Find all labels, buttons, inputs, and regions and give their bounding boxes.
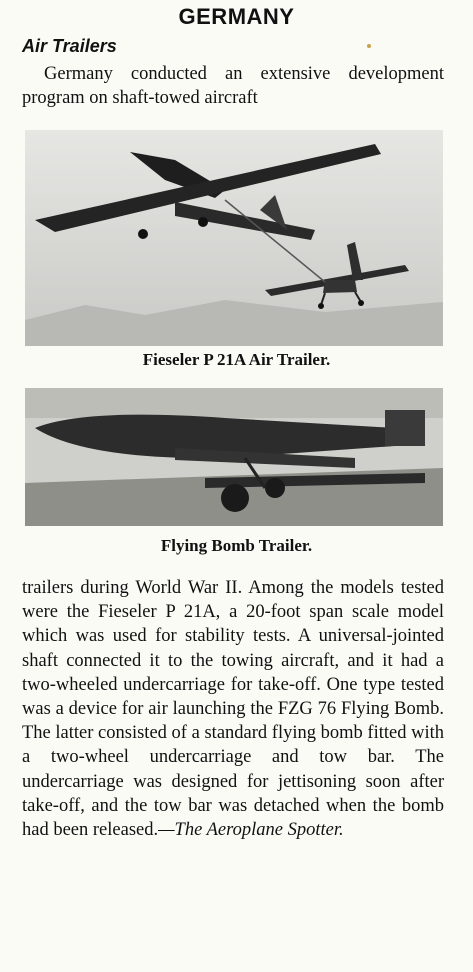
print-speck xyxy=(367,44,371,48)
section-title: GERMANY xyxy=(178,4,295,29)
body-text: trailers during World War II. Among the models tested were the Fieseler P 21A, a 20-foot span scale model which was used for stability tests. A universal-jointed shaft connected it to the towing aircraft, and it had a two-wheeled undercarriage for take-off. One type tested was a device for air launching the FZG 76 Flying Bomb. The latter consisted of a standard flying bomb fitted with a two-wheel undercarriage and tow bar. The undercarriage was designed for jettisoning soon after take-off, and the tow bar was detached when the bomb had been released. xyxy=(22,578,444,841)
attribution: —The Aeroplane Spotter. xyxy=(158,820,344,841)
intro-paragraph: Germany conducted an extensive development program on shaft-towed aircraft xyxy=(22,64,444,109)
figure-caption-2: Flying Bomb Trailer. xyxy=(160,536,313,555)
photo-flying-bomb-trailer xyxy=(25,388,443,526)
photo-fieseler-p21a xyxy=(25,130,443,346)
body-paragraph xyxy=(22,576,444,842)
figure-caption-1: Fieseler P 21A Air Trailer. xyxy=(142,350,331,369)
article-subtitle: Air Trailers xyxy=(22,36,117,56)
